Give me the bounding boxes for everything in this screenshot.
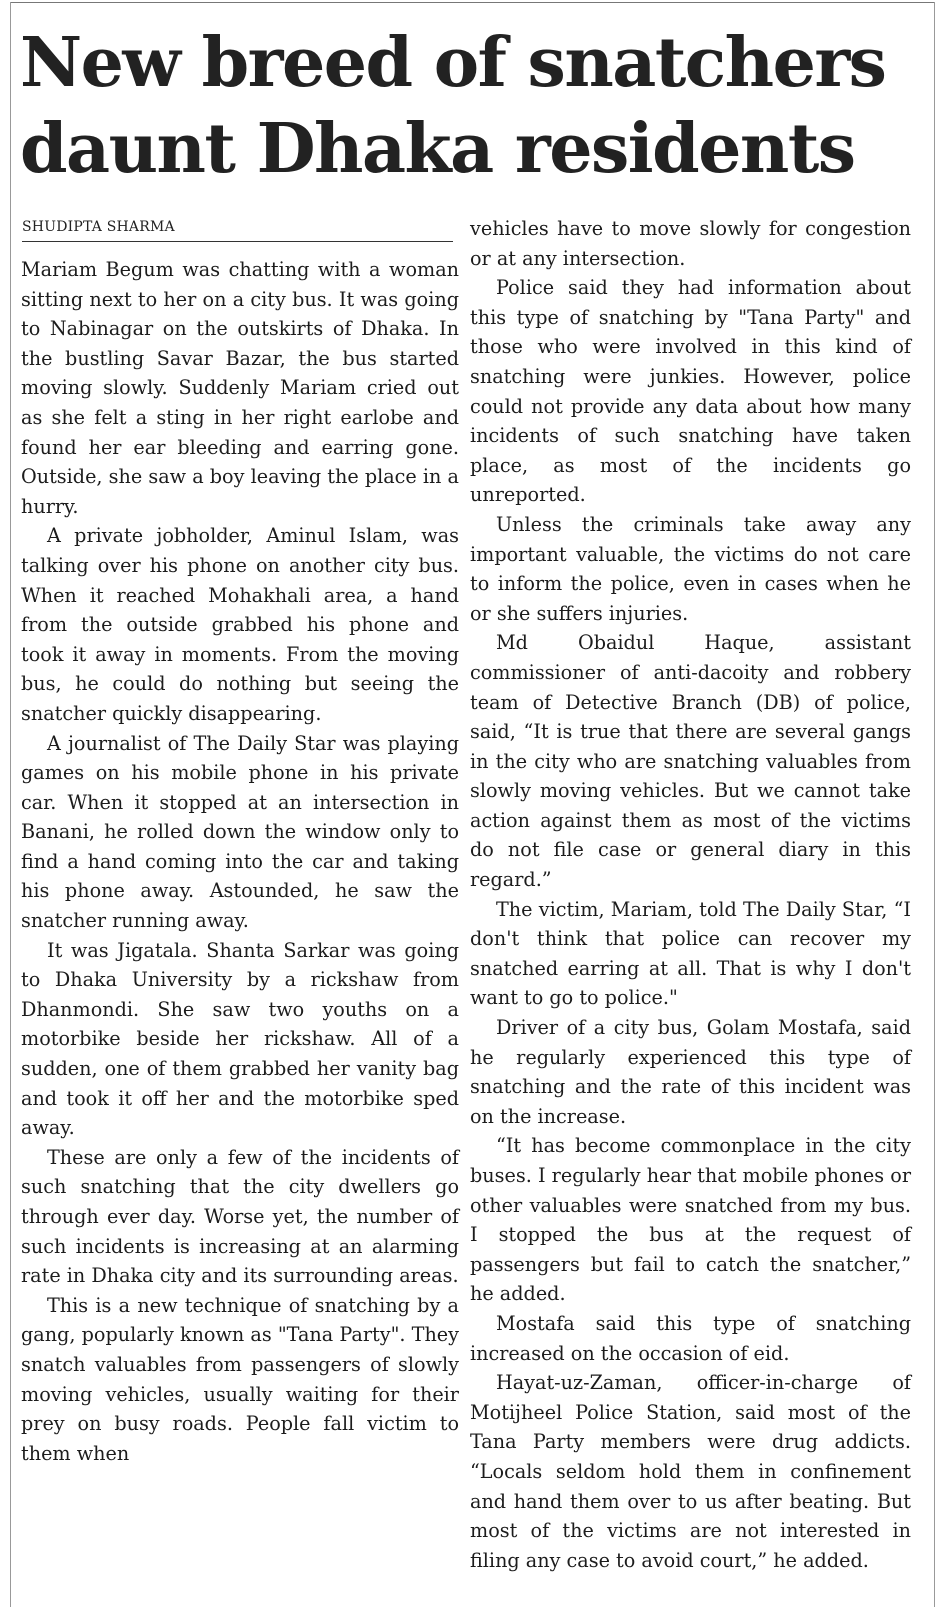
paragraph: This is a new technique of snatching by a gang, popularly known as "Tana Party". They snatch valuables from passengers of slowly moving vehicles, usually waiting for their prey on busy roads. People fall victim to them when [21,1293,459,1465]
paragraph: Driver of a city bus, Golam Mostafa, said he regularly experienced this type of snatching and the rate of this incident was on the increase. [470,1016,911,1128]
paragraph: These are only a few of the incidents of such snatching that the city dwellers go through ever day. Worse yet, the number of such incidents is increasing at an alarming rate in Dhaka city and its surrounding areas. [21,1145,459,1288]
right-border-rule [934,2,935,1607]
paragraph: A journalist of The Daily Star was playing games on his mobile phone in his private car. When it stopped at an intersection in Banani, he rolled down the window only to find a hand coming into the car and taking his phone away. Astounded, he saw the snatcher running away. [21,731,459,933]
left-column [21,255,459,1468]
byline: SHUDIPTA SHARMA [22,219,453,242]
paragraph: Mariam Begum was chatting with a woman sitting next to her on a city bus. It was going to Nabinagar on the outskirts of Dhaka. In the bustling Savar Bazar, the bus started moving slowly. Suddenly Mariam cried out as she felt a sting in her right earlobe and found her ear bleeding and earring gone. Outside, she saw a boy leaving the place in a hurry. [21,258,459,518]
paragraph: Hayat-uz-Zaman, officer-in-charge of Motijheel Police Station, said most of the Tana Party members were drug addicts. “Locals seldom hold them in confinement and hand them over to us after beating. But most of the victims are not interested in filing any case to avoid court,” he added. [470,1371,911,1572]
left-border-rule [10,2,11,1607]
paragraph: Police said they had information about this type of snatching by "Tana Party" and those who were involved in this kind of snatching were junkies. However, police could not provide any data about how many incidents of such snatching have taken place, as most of the incidents go unreported. [470,276,911,507]
top-border-rule [10,2,935,3]
paragraph: Unless the criminals take away any important valuable, the victims do not care to inform the police, even in cases when he or she suffers injuries. [470,512,911,625]
right-column [470,214,911,1575]
paragraph: “It has become commonplace in the city buses. I regularly hear that mobile phones or other valuables were snatched from my bus. I stopped the bus at the request of passengers but fail to catch the snatcher,” he added. [470,1134,911,1306]
paragraph: Mostafa said this type of snatching increased on the occasion of eid. [470,1311,911,1365]
paragraph: The victim, Mariam, told The Daily Star, “I don't think that police can recover my snatched earring at all. That is why I don't want to go to police." [470,897,911,1010]
paragraph: Md Obaidul Haque, assistant commissioner of anti-dacoity and robbery team of Detective Branch (DB) of police, said, “It is true that there are several gangs in the city who are snatching valuables from slowly moving vehicles. But we cannot take action against them as most of the victims do not file case or general diary in this regard.” [470,631,911,892]
paragraph: vehicles have to move slowly for congestion or at any intersection. [470,217,911,270]
paragraph: A private jobholder, Aminul Islam, was talking over his phone on another city bus. When it reached Mohakhali area, a hand from the outside grabbed his phone and took it away in moments. From the moving bus, he could do nothing but seeing the snatcher quickly disappearing. [21,524,459,725]
headline: New breed of snatchers daunt Dhaka residents [20,23,886,189]
paragraph: It was Jigatala. Shanta Sarkar was going to Dhaka University by a rickshaw from Dhanmondi. She saw two youths on a motorbike beside her rickshaw. All of a sudden, one of them grabbed her vanity bag and took it off her and the motorbike sped away. [21,938,459,1140]
